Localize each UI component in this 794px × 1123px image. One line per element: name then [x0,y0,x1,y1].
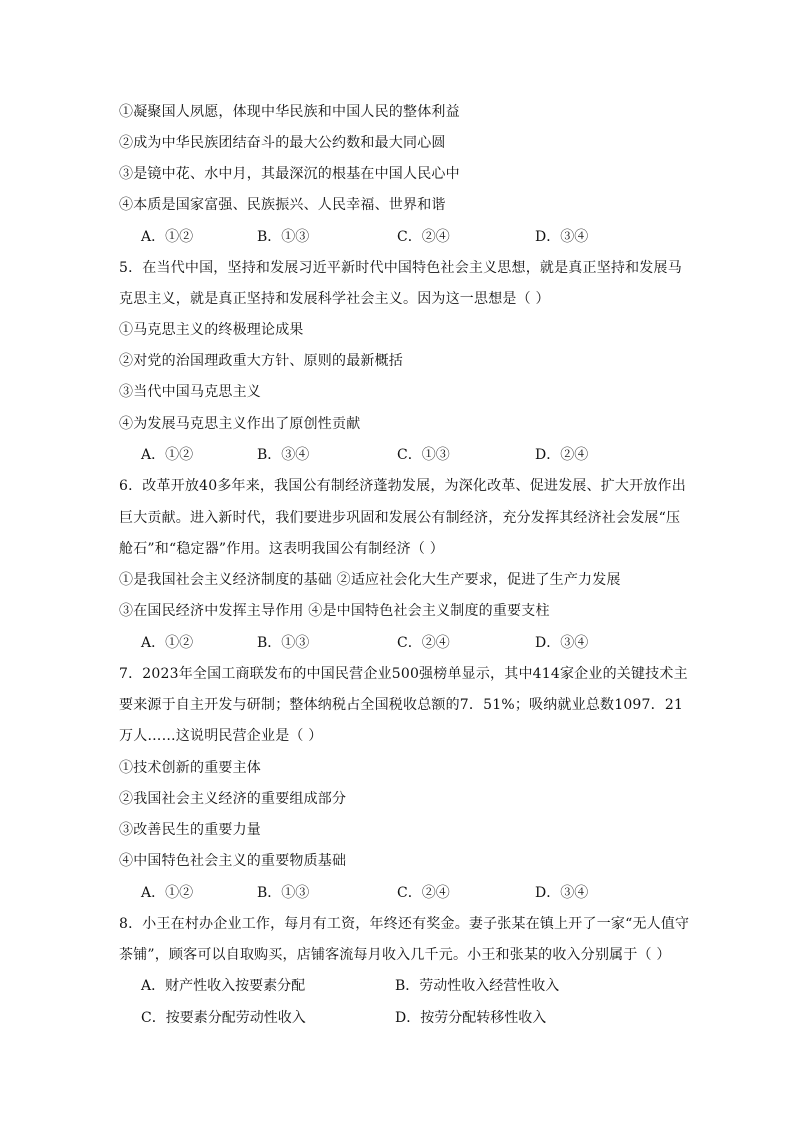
q7-stem-line-1: 7．2023年全国工商联发布的中国民营企业500强榜单显示，其中414家企业的关键技术主 [119,666,688,682]
q5-option-d[interactable]: D．②④ [535,447,589,463]
q6-stem-line-3: 舱石”和“稳定器”作用。这表明我国公有制经济（ ） [119,541,444,557]
q4-option-c[interactable]: C．②④ [397,229,450,245]
q6-option-b[interactable]: B．①③ [257,635,310,651]
q4-item-2: ②成为中华民族团结奋斗的最大公约数和最大同心圆 [119,135,446,151]
q7-item-3: ③改善民生的重要力量 [119,822,261,838]
q4-options [141,227,661,247]
q7-item-1: ①技术创新的重要主体 [119,760,261,776]
q6-stem-line-2: 巨大贡献。进入新时代，我们要进步巩固和发展公有制经济，充分发挥其经济社会发展“压 [119,510,681,526]
q4-item-3: ③是镜中花、水中月，其最深沉的根基在中国人民心中 [119,166,460,182]
q7-option-a[interactable]: A．①② [141,885,194,901]
q7-stem-line-2: 要来源于自主开发与研制；整体纳税占全国税收总额的7．51%；吸纳就业总数1097．21 [119,697,684,713]
q5-item-3: ③当代中国马克思主义 [119,384,261,400]
q7-option-b[interactable]: B．①③ [257,885,310,901]
q7-option-d[interactable]: D．③④ [535,885,589,901]
q8-options-row-1 [141,976,661,996]
q5-item-4: ④为发展马克思主义作出了原创性贡献 [119,416,361,432]
q7-stem-line-3: 万人……这说明民营企业是（ ） [119,728,323,744]
q7-item-2: ②我国社会主义经济的重要组成部分 [119,791,347,807]
q5-option-b[interactable]: B．③④ [257,447,310,463]
q6-option-c[interactable]: C．②④ [397,635,450,651]
q8-stem-line-1: 8．小王在村办企业工作，每月有工资，年终还有奖金。妻子张某在镇上开了一家“无人值守 [119,916,690,932]
q5-stem-line-2: 克思主义，就是真正坚持和发展科学社会主义。因为这一思想是（ ） [119,291,550,307]
q8-stem-line-2: 茶铺”，顾客可以自取购买，店铺客流每月收入几千元。小王和张某的收入分别属于（ ） [119,947,671,963]
q6-items-row-1: ①是我国社会主义经济制度的基础 ②适应社会化大生产要求，促进了生产力发展 [119,572,621,588]
q4-option-b[interactable]: B．①③ [257,229,310,245]
q8-option-a[interactable]: A．财产性收入按要素分配 [141,978,306,994]
q7-option-c[interactable]: C．②④ [397,885,450,901]
q6-option-d[interactable]: D．③④ [535,635,589,651]
q5-options [141,445,661,465]
q6-option-a[interactable]: A．①② [141,635,194,651]
q4-option-a[interactable]: A．①② [141,229,194,245]
q4-item-4: ④本质是国家富强、民族振兴、人民幸福、世界和谐 [119,197,446,213]
q5-item-1: ①马克思主义的终极理论成果 [119,322,304,338]
q6-items-row-2: ③在国民经济中发挥主导作用 ④是中国特色社会主义制度的重要支柱 [119,603,550,619]
q5-item-2: ②对党的治国理政重大方针、原则的最新概括 [119,353,403,369]
q8-option-d[interactable]: D．按劳分配转移性收入 [395,1010,547,1026]
q4-option-d[interactable]: D．③④ [535,229,589,245]
q7-item-4: ④中国特色社会主义的重要物质基础 [119,853,347,869]
q5-stem-line-1: 5．在当代中国，坚持和发展习近平新时代中国特色社会主义思想，就是真正坚持和发展马 [119,260,682,276]
q7-options [141,883,661,903]
q8-options-row-2 [141,1008,661,1028]
q5-option-c[interactable]: C．①③ [397,447,450,463]
q5-option-a[interactable]: A．①② [141,447,194,463]
q4-item-1: ①凝聚国人夙愿，体现中华民族和中国人民的整体利益 [119,104,460,120]
q8-option-b[interactable]: B．劳动性收入经营性收入 [395,978,560,994]
q6-stem-line-1: 6．改革开放40多年来，我国公有制经济蓬勃发展，为深化改革、促进发展、扩大开放作出 [119,478,686,494]
q8-option-c[interactable]: C．按要素分配劳动性收入 [141,1010,306,1026]
q6-options [141,633,661,653]
